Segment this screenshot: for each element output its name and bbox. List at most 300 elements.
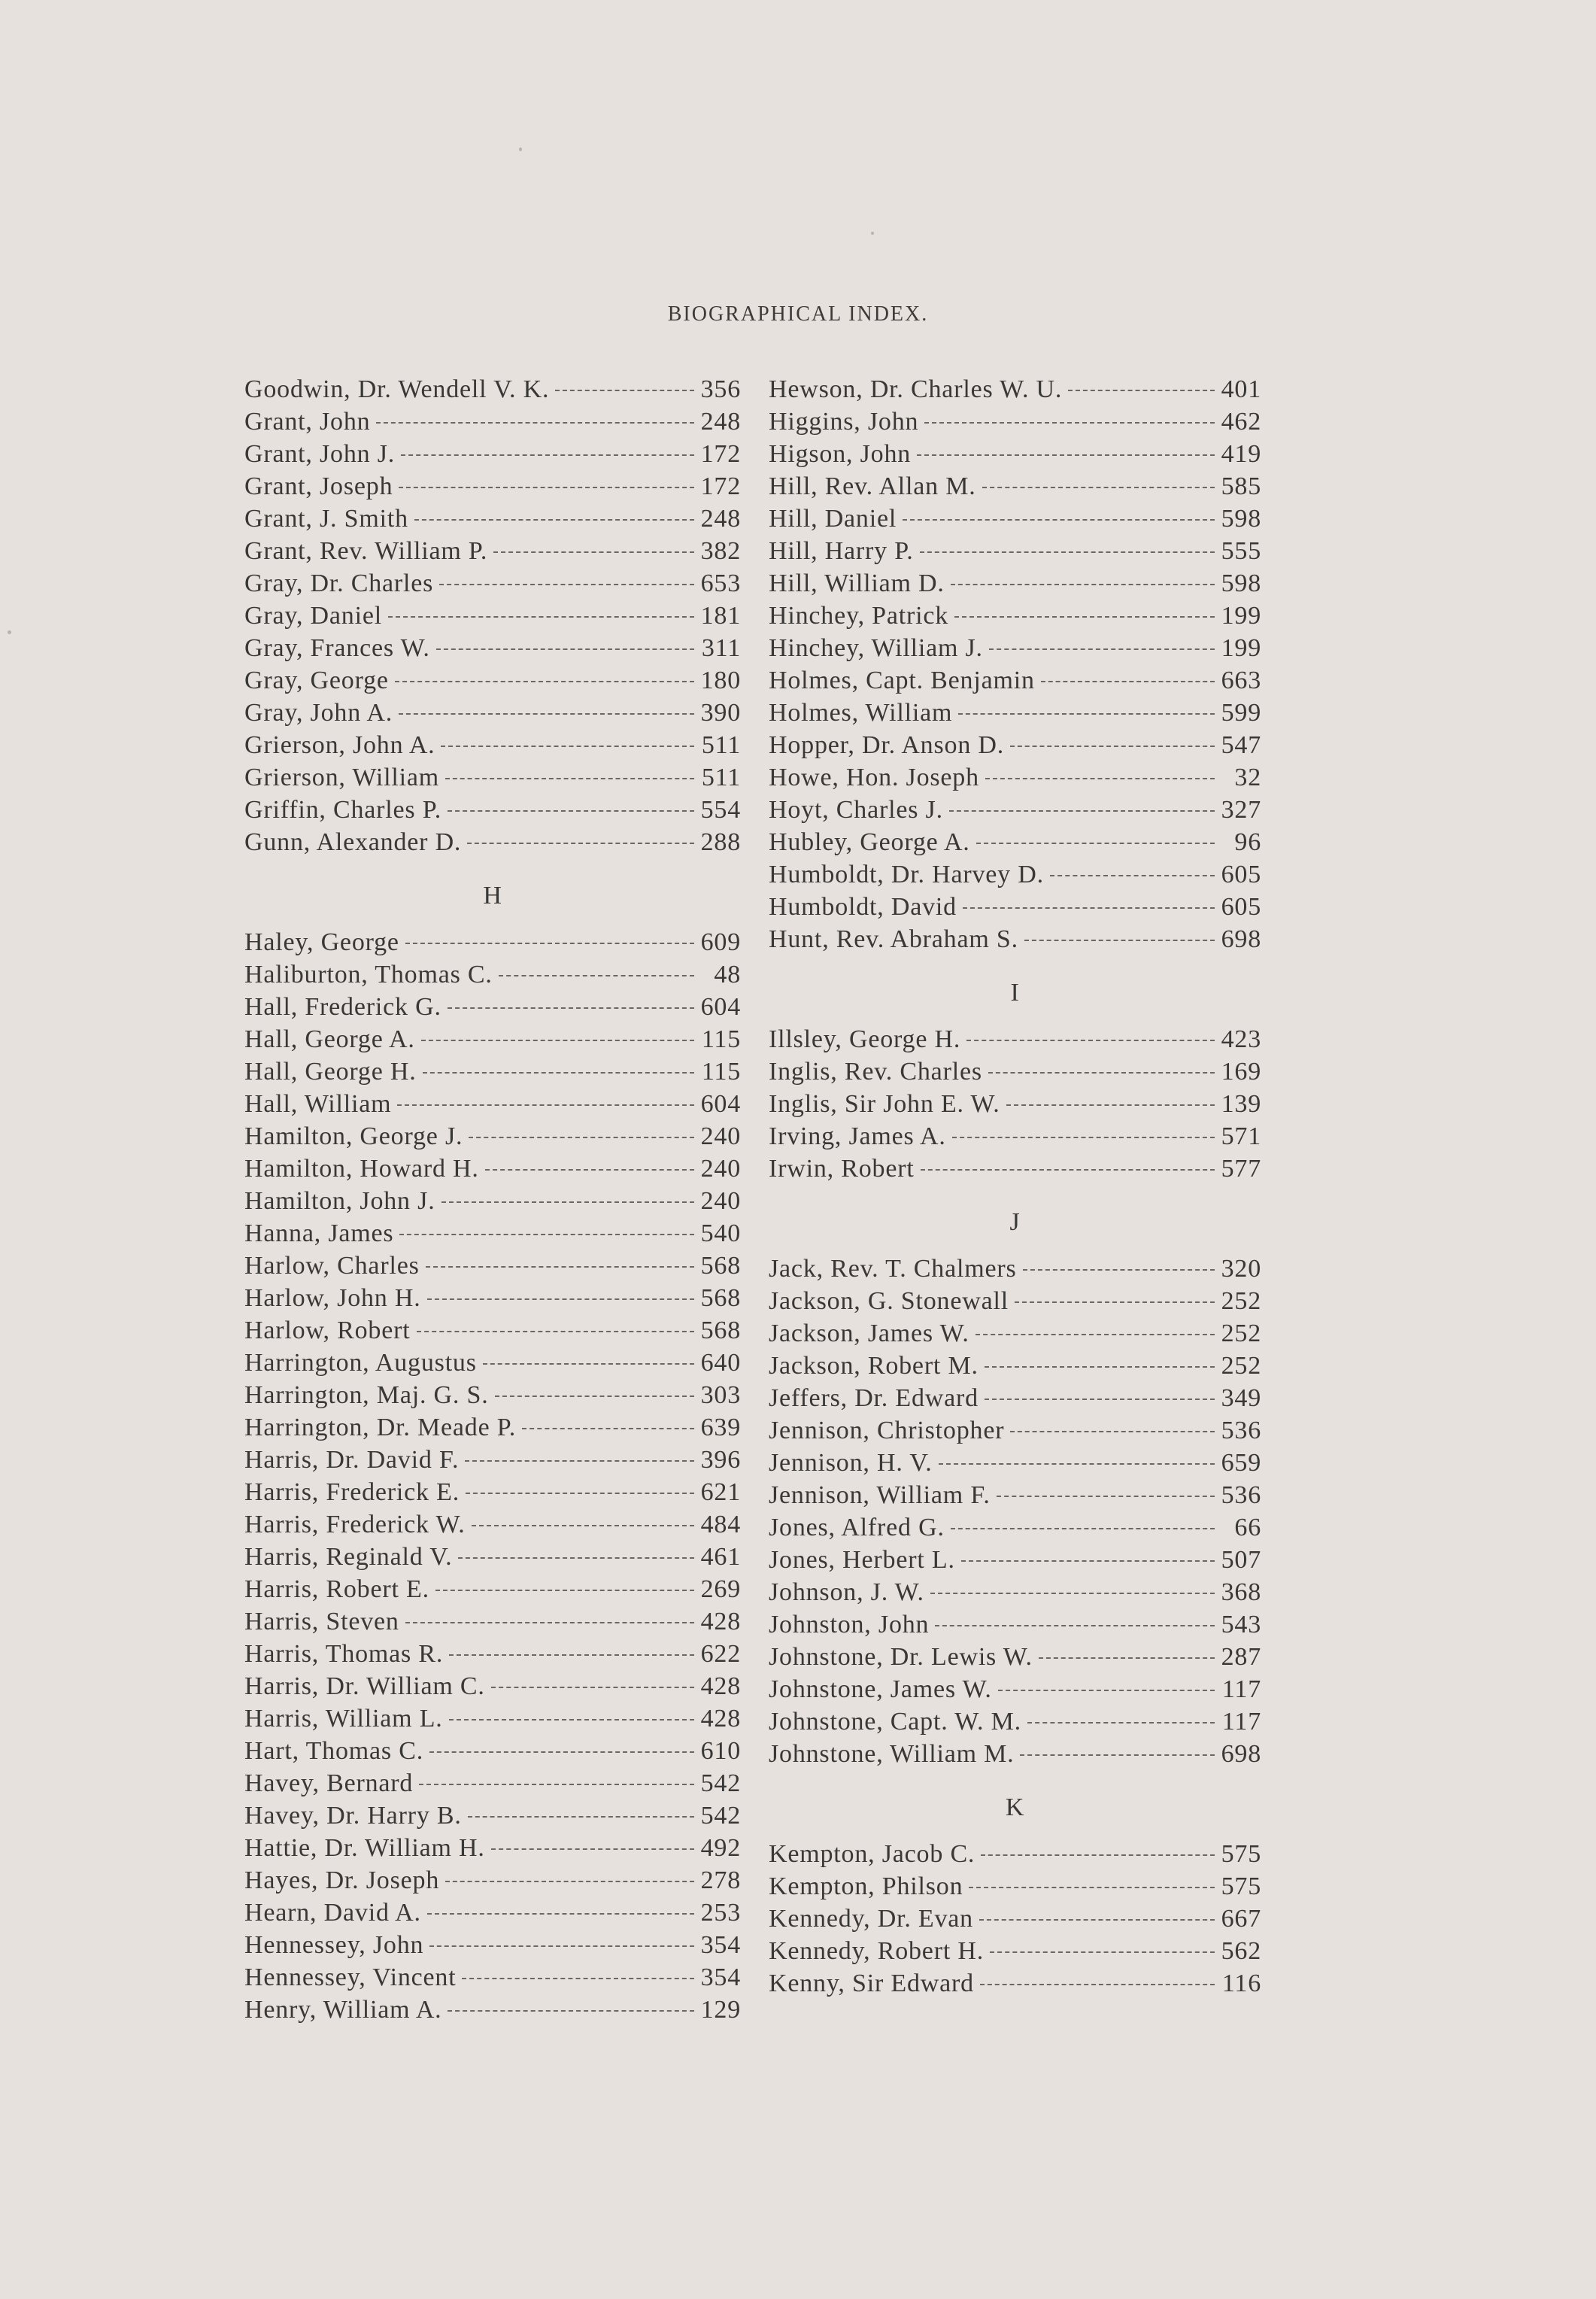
entry-name: Higgins, John (769, 408, 919, 436)
entry-page-number: 605 (1221, 893, 1261, 921)
entry-page-number: 542 (700, 1802, 741, 1830)
index-entry (244, 1185, 741, 1217)
entry-page-number: 428 (700, 1608, 741, 1635)
entry-page-number: 568 (700, 1284, 741, 1312)
entry-page-number: 311 (701, 634, 741, 662)
index-entry (769, 567, 1261, 600)
index-entry (244, 1508, 741, 1541)
entry-name: Johnstone, William M. (769, 1740, 1015, 1768)
dot-leader (1023, 1269, 1215, 1271)
dot-leader (445, 778, 694, 779)
index-entry (769, 1088, 1261, 1120)
index-entry (244, 1638, 741, 1670)
entry-page-number: 96 (1234, 828, 1261, 856)
entry-page-number: 605 (1221, 861, 1261, 888)
index-entry (244, 1444, 741, 1476)
dot-leader (990, 1951, 1215, 1953)
dot-leader (966, 1040, 1215, 1041)
entry-page-number: 396 (700, 1446, 741, 1474)
index-entry (769, 1382, 1261, 1414)
entry-page-number: 571 (1221, 1122, 1261, 1150)
index-entry (244, 1217, 741, 1250)
dot-leader (985, 778, 1215, 779)
entry-name: Harris, William L. (244, 1705, 443, 1733)
index-entry (769, 438, 1261, 470)
dot-leader (499, 975, 694, 976)
entry-name: Hall, Frederick G. (244, 993, 441, 1021)
dot-leader (423, 1072, 694, 1074)
entry-name: Hubley, George A. (769, 828, 970, 856)
entry-name: Johnson, J. W. (769, 1578, 924, 1606)
entry-name: Grierson, John A. (244, 731, 435, 759)
entry-page-number: 428 (700, 1705, 741, 1733)
entry-name: Harlow, John H. (244, 1284, 421, 1312)
entry-page-number: 252 (1221, 1287, 1261, 1315)
h-entries-continued (769, 373, 1261, 955)
dot-leader (466, 1493, 694, 1494)
entry-page-number: 390 (700, 699, 741, 727)
paper-speck (519, 147, 522, 151)
index-entry (769, 664, 1261, 697)
entry-name: Harrington, Augustus (244, 1349, 477, 1377)
index-entry (769, 1903, 1261, 1935)
index-entry (244, 1055, 741, 1088)
dot-leader (952, 1137, 1215, 1138)
entry-page-number: 562 (1221, 1937, 1261, 1965)
entry-page-number: 667 (1221, 1905, 1261, 1933)
entry-name: Harris, Steven (244, 1608, 399, 1635)
index-entry (769, 503, 1261, 535)
entry-name: Haley, George (244, 928, 399, 956)
dot-leader (449, 1654, 694, 1656)
index-entry (769, 1641, 1261, 1673)
index-entry (244, 600, 741, 632)
entry-page-number: 48 (714, 961, 741, 989)
entry-page-number: 507 (1221, 1546, 1261, 1574)
dot-leader (376, 422, 694, 424)
dot-leader (429, 1945, 694, 1947)
index-entry (769, 1705, 1261, 1738)
entry-name: Hennessey, Vincent (244, 1963, 457, 1991)
entry-name: Harrington, Dr. Meade P. (244, 1414, 517, 1441)
entry-name: Hewson, Dr. Charles W. U. (769, 375, 1063, 403)
dot-leader (1041, 681, 1215, 682)
entry-page-number: 252 (1221, 1352, 1261, 1380)
entry-name: Johnstone, Capt. W. M. (769, 1708, 1021, 1736)
dot-leader (469, 1137, 694, 1138)
section-letter-k: K (1005, 1793, 1025, 1821)
index-entry (244, 535, 741, 567)
entry-name: Hall, William (244, 1090, 392, 1118)
entry-name: Irwin, Robert (769, 1155, 915, 1183)
entry-page-number: 540 (700, 1219, 741, 1247)
entry-name: Henry, William A. (244, 1996, 442, 2024)
index-entry (769, 858, 1261, 891)
k-entries (769, 1838, 1261, 2000)
entry-page-number: 240 (700, 1122, 741, 1150)
index-entry (244, 1282, 741, 1314)
dot-leader (397, 1104, 694, 1106)
index-entry (244, 1605, 741, 1638)
dot-leader (1039, 1657, 1215, 1659)
index-entry (244, 567, 741, 600)
entry-page-number: 568 (700, 1317, 741, 1344)
entry-page-number: 640 (700, 1349, 741, 1377)
entry-name: Jackson, Robert M. (769, 1352, 979, 1380)
entry-name: Havey, Dr. Harry B. (244, 1802, 462, 1830)
entry-name: Hall, George A. (244, 1025, 415, 1053)
index-entry (769, 1576, 1261, 1608)
index-entry (244, 438, 741, 470)
entry-page-number: 169 (1221, 1058, 1261, 1086)
entry-name: Hennessey, John (244, 1931, 424, 1959)
index-entry (244, 1250, 741, 1282)
dot-leader (949, 810, 1215, 812)
entry-page-number: 698 (1221, 1740, 1261, 1768)
entry-page-number: 575 (1221, 1872, 1261, 1900)
entry-name: Hamilton, George J. (244, 1122, 463, 1150)
entry-page-number: 354 (700, 1931, 741, 1959)
entry-page-number: 356 (700, 375, 741, 403)
entry-page-number: 269 (700, 1575, 741, 1603)
entry-page-number: 461 (700, 1543, 741, 1571)
entry-name: Hall, George H. (244, 1058, 417, 1086)
dot-leader (997, 1496, 1215, 1497)
entry-page-number: 115 (701, 1058, 741, 1086)
index-entry (769, 1023, 1261, 1055)
dot-leader (903, 519, 1215, 521)
index-entry (769, 761, 1261, 794)
index-entry (769, 1317, 1261, 1350)
index-entry (769, 373, 1261, 405)
index-entry (244, 991, 741, 1023)
entry-name: Gunn, Alexander D. (244, 828, 462, 856)
dot-leader (399, 713, 694, 715)
dot-leader (429, 1751, 694, 1753)
entry-name: Grant, J. Smith (244, 505, 408, 533)
index-entry (769, 923, 1261, 955)
entry-name: Harlow, Robert (244, 1317, 411, 1344)
index-entry (769, 794, 1261, 826)
entry-name: Haliburton, Thomas C. (244, 961, 493, 989)
entry-name: Hanna, James (244, 1219, 394, 1247)
index-entry (769, 1511, 1261, 1544)
index-entry (244, 926, 741, 958)
entry-page-number: 536 (1221, 1417, 1261, 1444)
entry-page-number: 349 (1221, 1384, 1261, 1412)
dot-leader (1050, 875, 1215, 876)
dot-leader (445, 1881, 694, 1882)
entry-page-number: 199 (1221, 634, 1261, 662)
entry-name: Hattie, Dr. William H. (244, 1834, 485, 1862)
index-entry (244, 373, 741, 405)
entry-page-number: 129 (700, 1996, 741, 2024)
entry-name: Hearn, David A. (244, 1899, 421, 1927)
dot-leader (401, 454, 694, 456)
dot-leader (395, 681, 694, 682)
index-entry (244, 1670, 741, 1702)
dot-leader (1027, 1722, 1215, 1723)
entry-page-number: 663 (1221, 667, 1261, 694)
index-entry (244, 1994, 741, 2026)
right-column (769, 373, 1261, 2000)
entry-name: Humboldt, David (769, 893, 957, 921)
entry-page-number: 423 (1221, 1025, 1261, 1053)
index-entry (244, 1023, 741, 1055)
index-entry (769, 1285, 1261, 1317)
dot-leader (976, 1334, 1215, 1335)
entry-name: Jackson, James W. (769, 1320, 969, 1347)
dot-leader (465, 1460, 694, 1462)
index-entry (244, 1379, 741, 1411)
entry-page-number: 604 (700, 1090, 741, 1118)
dot-leader (555, 390, 694, 391)
entry-name: Kempton, Philson (769, 1872, 963, 1900)
dot-leader (920, 551, 1215, 553)
entry-name: Hunt, Rev. Abraham S. (769, 925, 1018, 953)
dot-leader (439, 584, 694, 585)
index-entry (769, 1120, 1261, 1153)
dot-leader (462, 1978, 694, 1979)
index-entry (244, 1153, 741, 1185)
entry-page-number: 253 (700, 1899, 741, 1927)
dot-leader (441, 1201, 695, 1203)
entry-page-number: 354 (700, 1963, 741, 1991)
dot-leader (399, 1234, 694, 1235)
dot-leader (951, 584, 1215, 585)
entry-page-number: 575 (1221, 1840, 1261, 1868)
dot-leader (448, 810, 694, 812)
dot-leader (426, 1266, 694, 1268)
entry-page-number: 428 (700, 1672, 741, 1700)
entry-name: Grant, John (244, 408, 371, 436)
entry-name: Harris, Frederick E. (244, 1478, 460, 1506)
index-entry (769, 891, 1261, 923)
entry-page-number: 252 (1221, 1320, 1261, 1347)
dot-leader (491, 1687, 694, 1688)
entry-page-number: 568 (700, 1252, 741, 1280)
j-entries (769, 1253, 1261, 1770)
entry-name: Inglis, Rev. Charles (769, 1058, 982, 1086)
index-entry (244, 632, 741, 664)
dot-leader (976, 843, 1215, 844)
index-entry (244, 761, 741, 794)
index-entry (244, 1929, 741, 1961)
dot-leader (917, 454, 1215, 456)
entry-name: Goodwin, Dr. Wendell V. K. (244, 375, 550, 403)
entry-page-number: 577 (1221, 1155, 1261, 1183)
dot-leader (448, 1007, 694, 1009)
entry-page-number: 543 (1221, 1611, 1261, 1638)
entry-name: Harris, Robert E. (244, 1575, 429, 1603)
entry-page-number: 653 (700, 569, 741, 597)
entry-page-number: 368 (1221, 1578, 1261, 1606)
index-entry (769, 405, 1261, 438)
dot-leader (421, 1040, 694, 1041)
entry-page-number: 181 (700, 602, 741, 630)
dot-leader (414, 519, 694, 521)
entry-name: Hoyt, Charles J. (769, 796, 943, 824)
index-entry (769, 697, 1261, 729)
dot-leader (1068, 390, 1215, 391)
dot-leader (979, 1919, 1215, 1921)
entry-page-number: 511 (701, 764, 741, 791)
entry-page-number: 382 (700, 537, 741, 565)
index-entry (244, 1767, 741, 1799)
entry-page-number: 609 (700, 928, 741, 956)
dot-leader (522, 1428, 694, 1429)
paper-speck (871, 232, 874, 235)
index-entry (769, 632, 1261, 664)
index-entry (244, 1864, 741, 1897)
entry-page-number: 659 (1221, 1449, 1261, 1477)
index-entry (769, 1935, 1261, 1967)
dot-leader (958, 713, 1215, 715)
dot-leader (427, 1298, 694, 1300)
left-column (244, 373, 741, 2026)
entry-name: Hamilton, Howard H. (244, 1155, 479, 1183)
index-entry (244, 729, 741, 761)
entry-page-number: 199 (1221, 602, 1261, 630)
entry-name: Hayes, Dr. Joseph (244, 1866, 440, 1894)
index-entry (244, 958, 741, 991)
index-entry (244, 405, 741, 438)
entry-page-number: 240 (700, 1187, 741, 1215)
entry-page-number: 598 (1221, 505, 1261, 533)
dot-leader (435, 1590, 694, 1591)
entry-page-number: 598 (1221, 569, 1261, 597)
entry-name: Jackson, G. Stonewall (769, 1287, 1009, 1315)
entry-page-number: 599 (1221, 699, 1261, 727)
dot-leader (988, 1072, 1215, 1074)
entry-page-number: 547 (1221, 731, 1261, 759)
entry-page-number: 116 (1221, 1969, 1261, 1997)
index-entry (769, 1055, 1261, 1088)
entry-name: Hill, Harry P. (769, 537, 914, 565)
entry-name: Hopper, Dr. Anson D. (769, 731, 1005, 759)
entry-name: Gray, George (244, 667, 389, 694)
dot-leader (458, 1557, 694, 1559)
entry-name: Grant, Joseph (244, 472, 393, 500)
index-entry (244, 1476, 741, 1508)
entry-page-number: 32 (1234, 764, 1261, 791)
entry-name: Hamilton, John J. (244, 1187, 435, 1215)
index-entry (769, 1738, 1261, 1770)
entry-name: Illsley, George H. (769, 1025, 961, 1053)
dot-leader (1010, 746, 1215, 747)
entry-name: Johnstone, James W. (769, 1675, 992, 1703)
dot-leader (921, 1169, 1215, 1171)
index-entry (244, 826, 741, 858)
dot-leader (954, 616, 1215, 618)
entry-name: Kennedy, Robert H. (769, 1937, 985, 1965)
entry-name: Higson, John (769, 440, 912, 468)
entry-name: Jennison, William F. (769, 1481, 991, 1509)
dot-leader (399, 487, 694, 488)
entry-page-number: 117 (1221, 1675, 1261, 1703)
index-entry (244, 503, 741, 535)
entry-page-number: 180 (700, 667, 741, 694)
index-entry (769, 1673, 1261, 1705)
entry-page-number: 288 (700, 828, 741, 856)
entry-name: Harris, Reginald V. (244, 1543, 453, 1571)
dot-leader (472, 1525, 694, 1526)
dot-leader (495, 1395, 694, 1397)
entry-name: Kenny, Sir Edward (769, 1969, 974, 1997)
index-entry (244, 1314, 741, 1347)
section-letter-i: I (1010, 979, 1020, 1007)
dot-leader (448, 2010, 694, 2012)
dot-leader (427, 1913, 694, 1915)
entry-name: Harris, Thomas R. (244, 1640, 444, 1668)
index-entry (769, 1447, 1261, 1479)
index-entry (244, 1120, 741, 1153)
dot-leader (981, 1854, 1215, 1856)
entry-page-number: 542 (700, 1769, 741, 1797)
dot-leader (985, 1366, 1215, 1368)
entry-name: Inglis, Sir John E. W. (769, 1090, 1000, 1118)
index-entry (769, 1414, 1261, 1447)
dot-leader (989, 648, 1215, 650)
entry-page-number: 66 (1234, 1514, 1261, 1541)
dot-leader (468, 1816, 694, 1818)
entry-name: Gray, John A. (244, 699, 393, 727)
index-entry (244, 794, 741, 826)
entry-page-number: 554 (700, 796, 741, 824)
dot-leader (1006, 1104, 1215, 1106)
entry-name: Gray, Frances W. (244, 634, 430, 662)
entry-name: Hill, William D. (769, 569, 945, 597)
dot-leader (939, 1463, 1215, 1465)
dot-leader (493, 551, 694, 553)
entry-name: Harrington, Maj. G. S. (244, 1381, 489, 1409)
entry-page-number: 419 (1221, 440, 1261, 468)
entry-page-number: 248 (700, 408, 741, 436)
entry-page-number: 698 (1221, 925, 1261, 953)
entry-name: Harris, Frederick W. (244, 1511, 466, 1538)
dot-leader (417, 1331, 695, 1332)
dot-leader (388, 616, 694, 618)
index-entry (244, 1541, 741, 1573)
dot-leader (1010, 1431, 1215, 1432)
dot-leader (419, 1784, 694, 1785)
dot-leader (441, 746, 694, 747)
index-entry (244, 664, 741, 697)
entry-name: Holmes, William (769, 699, 953, 727)
entry-name: Humboldt, Dr. Harvey D. (769, 861, 1044, 888)
dot-leader (980, 1984, 1215, 1985)
dot-leader (491, 1848, 694, 1850)
dot-leader (961, 1560, 1215, 1562)
entry-page-number: 278 (700, 1866, 741, 1894)
dot-leader (963, 907, 1215, 909)
dot-leader (449, 1719, 694, 1720)
entry-name: Hill, Daniel (769, 505, 897, 533)
entry-name: Jeffers, Dr. Edward (769, 1384, 979, 1412)
dot-leader (951, 1528, 1215, 1529)
entry-name: Gray, Daniel (244, 602, 382, 630)
entry-page-number: 139 (1221, 1090, 1261, 1118)
dot-leader (982, 487, 1215, 488)
entry-page-number: 172 (700, 472, 741, 500)
entry-page-number: 639 (700, 1414, 741, 1441)
section-letter-j: J (1009, 1208, 1021, 1236)
index-entry (244, 1799, 741, 1832)
entry-page-number: 248 (700, 505, 741, 533)
dot-leader (1020, 1754, 1215, 1756)
index-entry (769, 1870, 1261, 1903)
index-entry (769, 1153, 1261, 1185)
